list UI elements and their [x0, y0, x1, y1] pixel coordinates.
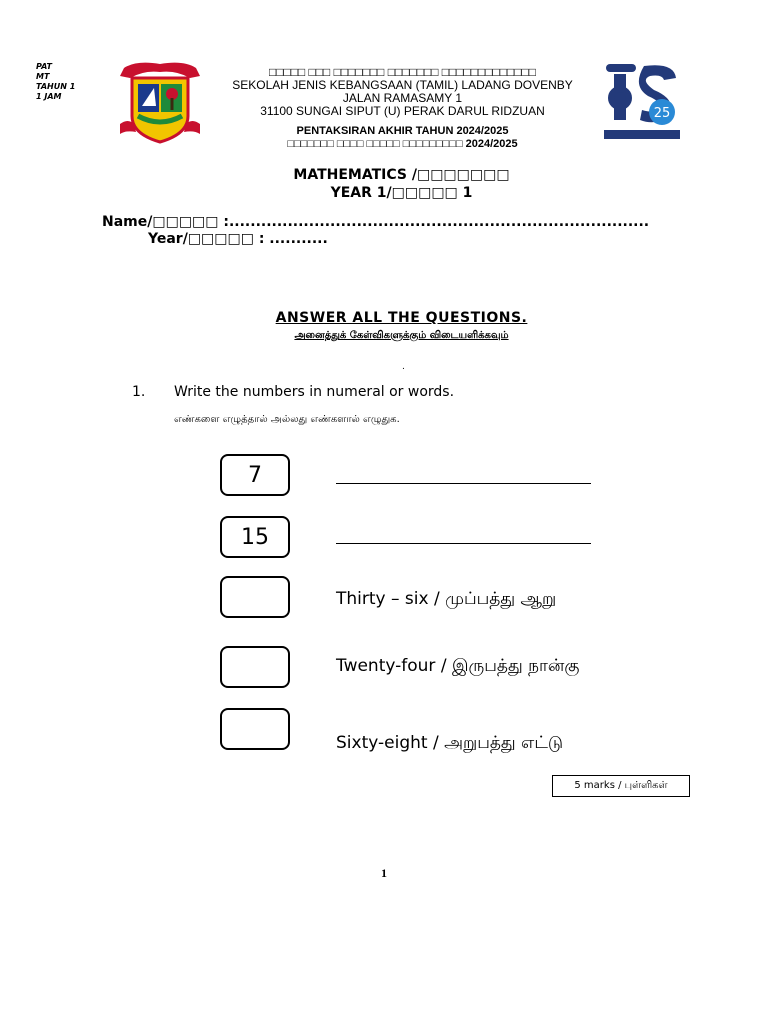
number-words-label: Twenty-four / இருபத்து நான்கு — [336, 656, 580, 676]
corner-note-line: 1 JAM — [36, 92, 62, 101]
instructions — [200, 310, 603, 342]
numeral-box[interactable] — [220, 576, 290, 618]
school-name-tamil: □□□□□ □□□ □□□□□□□ □□□□□□□ □□□□□□□□□□□□□ — [268, 65, 537, 79]
numeral-box[interactable]: 7 — [220, 454, 290, 496]
assessment-header — [210, 125, 595, 151]
assessment-title-tamil: □□□□□□□ □□□□ □□□□□ □□□□□□□□□ 2024/2025 — [287, 138, 518, 150]
student-year-field: Year/□□□□□ : ........... — [148, 231, 328, 247]
number-words-label: Thirty – six / முப்பத்து ஆறு — [336, 589, 557, 609]
corner-note-line: MT — [36, 72, 50, 81]
subject-heading — [200, 166, 603, 202]
svg-text:25: 25 — [653, 106, 671, 121]
subject-year: YEAR 1/□□□□□ 1 — [330, 185, 473, 201]
question-number: 1. — [132, 384, 146, 400]
subject-title: MATHEMATICS /□□□□□□□ — [293, 167, 510, 183]
numeral-box[interactable] — [220, 708, 290, 750]
corner-note-line: TAHUN 1 — [36, 82, 76, 91]
numeral-box[interactable]: 15 — [220, 516, 290, 558]
numeral-box[interactable] — [220, 646, 290, 688]
words-answer-line[interactable] — [336, 483, 591, 484]
school-crest-logo — [116, 58, 204, 146]
question-text-english: Write the numbers in numeral or words. — [174, 384, 455, 400]
school-address-line1: JALAN RAMASAMY 1 — [342, 91, 463, 105]
number-words-label: Sixty-eight / அறுபத்து எட்டு — [336, 733, 564, 753]
page-number: 1 — [381, 866, 387, 880]
corner-note-line: PAT — [36, 62, 53, 71]
school-name: SEKOLAH JENIS KEBANGSAAN (TAMIL) LADANG DOVENBY — [232, 78, 573, 92]
corner-note — [36, 62, 75, 102]
marks-badge: 5 marks / புள்ளிகள் — [552, 775, 690, 797]
program-logo — [604, 60, 680, 140]
question-text-tamil: எண்களை எழுத்தால் அல்லது எண்களால் எழுதுக. — [174, 414, 400, 425]
assessment-title: PENTAKSIRAN AKHIR TAHUN 2024/2025 — [296, 125, 509, 137]
instructions-tamil: அனைத்துக் கேள்விகளுக்கும் விடையளிக்கவும் — [294, 330, 509, 341]
stray-dot: . — [402, 362, 405, 372]
student-name-field: Name/□□□□□ :............................................................................... — [102, 214, 650, 230]
school-header — [210, 66, 595, 118]
instructions-english: ANSWER ALL THE QUESTIONS. — [275, 310, 528, 326]
school-address-line2: 31100 SUNGAI SIPUT (U) PERAK DARUL RIDZUAN — [260, 104, 545, 118]
words-answer-line[interactable] — [336, 543, 591, 544]
